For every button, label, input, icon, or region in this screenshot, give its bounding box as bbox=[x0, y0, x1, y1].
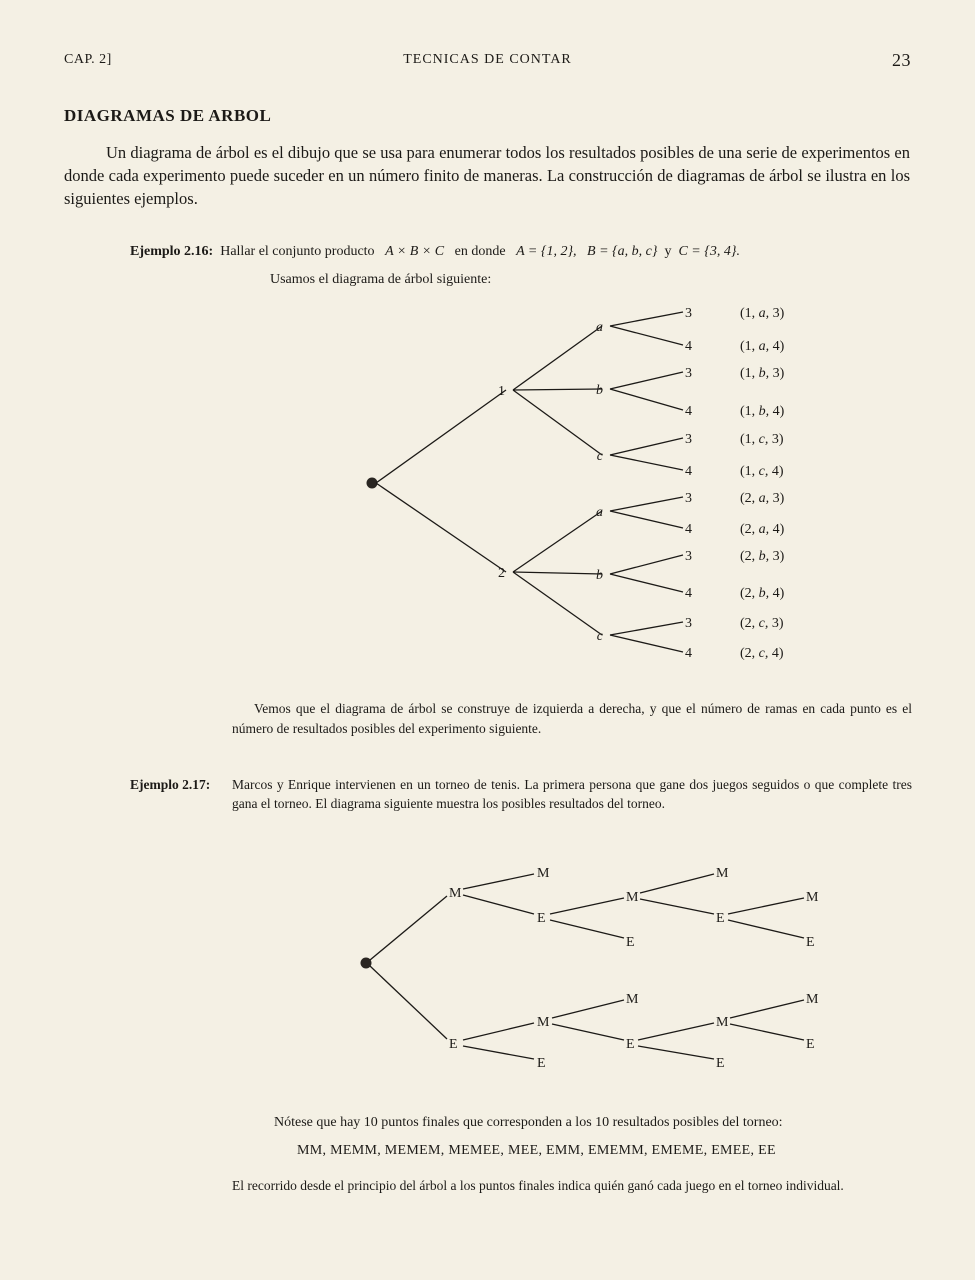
branch-level3 bbox=[610, 312, 683, 326]
example-2-17 bbox=[130, 775, 912, 813]
node-M: M bbox=[449, 886, 462, 901]
result-tuple: (1, c, 3) bbox=[740, 432, 784, 447]
leaf-E: E bbox=[716, 1056, 725, 1071]
branch bbox=[640, 899, 714, 914]
leaf-label-3: 3 bbox=[685, 432, 692, 447]
branch-level3 bbox=[610, 389, 683, 410]
leaf-label-4: 4 bbox=[685, 404, 692, 419]
result-tuple: (1, c, 4) bbox=[740, 464, 784, 479]
section-title: DIAGRAMAS DE ARBOL bbox=[64, 106, 272, 125]
leaf-label-3: 3 bbox=[685, 366, 692, 381]
leaf-E: E bbox=[626, 935, 635, 950]
leaf-M: M bbox=[537, 866, 550, 881]
set-c: C = {3, 4}. bbox=[678, 244, 740, 259]
tree-root-node bbox=[367, 478, 378, 489]
notice-text: Nótese que hay 10 puntos finales que corresponden a los 10 resultados posibles del torneo: bbox=[274, 1115, 783, 1130]
leaf-label-3: 3 bbox=[685, 491, 692, 506]
branch-root-to-2 bbox=[376, 483, 506, 572]
tree-diagram-tennis bbox=[361, 866, 820, 1071]
leaf-label-3: 3 bbox=[685, 616, 692, 631]
node-E: E bbox=[626, 1037, 635, 1052]
node-label-b: b bbox=[596, 568, 603, 583]
branch bbox=[730, 1024, 804, 1040]
branch-level2 bbox=[513, 572, 602, 635]
branch bbox=[638, 1023, 714, 1040]
node-M: M bbox=[537, 1015, 550, 1030]
branch bbox=[728, 898, 804, 914]
result-tuple: (2, c, 3) bbox=[740, 616, 784, 631]
branch bbox=[463, 874, 534, 889]
chapter-label: CAP. 2] bbox=[64, 52, 112, 67]
branch-root-E bbox=[370, 966, 447, 1039]
tree-diagram-product-set bbox=[367, 306, 785, 661]
branch bbox=[550, 920, 624, 938]
result-tuple: (1, a, 3) bbox=[740, 306, 785, 321]
branch-level3 bbox=[610, 622, 683, 635]
result-tuple: (2, c, 4) bbox=[740, 646, 784, 661]
leaf-M: M bbox=[626, 992, 639, 1007]
branch-level3 bbox=[610, 635, 683, 652]
branch-level3 bbox=[610, 372, 683, 389]
branch bbox=[730, 1000, 804, 1018]
branch bbox=[552, 1024, 624, 1040]
leaf-label-4: 4 bbox=[685, 339, 692, 354]
result-tuple: (2, a, 3) bbox=[740, 491, 785, 506]
leaf-label-3: 3 bbox=[685, 306, 692, 321]
set-b: B = {a, b, c} bbox=[587, 244, 658, 259]
example-2-17-label: Ejemplo 2.17: bbox=[130, 777, 211, 792]
leaf-E: E bbox=[537, 1056, 546, 1071]
node-M: M bbox=[716, 1015, 729, 1030]
branch bbox=[638, 1046, 714, 1059]
page-number: 23 bbox=[892, 50, 911, 70]
result-tuple: (2, a, 4) bbox=[740, 522, 785, 537]
branch bbox=[463, 1046, 534, 1059]
leaf-label-4: 4 bbox=[685, 586, 692, 601]
node-label-c: c bbox=[596, 449, 603, 464]
branch bbox=[728, 920, 804, 938]
example-2-16-subtext: Usamos el diagrama de árbol siguiente: bbox=[270, 272, 492, 287]
product-expression: A × B × C bbox=[385, 244, 445, 259]
leaf-label-4: 4 bbox=[685, 464, 692, 479]
branch-root-to-1 bbox=[376, 390, 506, 483]
set-a: A = {1, 2}, bbox=[516, 244, 577, 259]
node-label-a: a bbox=[596, 505, 603, 520]
result-tuple: (2, b, 4) bbox=[740, 586, 785, 601]
node-E: E bbox=[449, 1037, 458, 1052]
conjunction: y bbox=[664, 244, 672, 259]
branch bbox=[640, 874, 714, 893]
branch-level3 bbox=[610, 555, 683, 574]
statement-mid: en donde bbox=[454, 244, 506, 259]
branch bbox=[463, 895, 534, 914]
leaf-label-4: 4 bbox=[685, 646, 692, 661]
statement-pre: Hallar el conjunto producto bbox=[220, 244, 375, 259]
branch bbox=[463, 1023, 534, 1040]
leaf-E: E bbox=[806, 1037, 815, 1052]
running-title: TECNICAS DE CONTAR bbox=[403, 52, 572, 67]
branch-level3 bbox=[610, 497, 683, 511]
node-label-c: c bbox=[596, 629, 603, 644]
branch-level3 bbox=[610, 438, 683, 455]
leaf-M: M bbox=[806, 992, 819, 1007]
branch bbox=[550, 898, 624, 914]
node-E: E bbox=[537, 911, 546, 926]
leaf-label-4: 4 bbox=[685, 522, 692, 537]
node-label-b: b bbox=[596, 383, 603, 398]
leaf-M: M bbox=[806, 890, 819, 905]
intro-paragraph: Un diagrama de árbol es el dibujo que se usa para enumerar todos los resultados posibles de una serie de experimentos en donde cada experimento puede suceder en un número finito de maneras. La construcción de diagramas de árbol se ilustra en los siguientes ejemplos. bbox=[64, 143, 910, 208]
tennis-root-node bbox=[361, 958, 372, 969]
branch bbox=[552, 1000, 624, 1018]
branch-level2 bbox=[513, 390, 602, 455]
branch-level2 bbox=[513, 389, 602, 390]
branch-level2 bbox=[513, 572, 602, 574]
result-tuple: (1, b, 4) bbox=[740, 404, 785, 419]
node-E: E bbox=[716, 911, 725, 926]
leaf-label-3: 3 bbox=[685, 549, 692, 564]
leaf-E: E bbox=[806, 935, 815, 950]
result-tuple: (1, a, 4) bbox=[740, 339, 785, 354]
node-label-1: 1 bbox=[498, 384, 505, 399]
tree-explanation: Vemos que el diagrama de árbol se construye de izquierda a derecha, y que el número de ramas en cada punto es el número de resultados posibles del experimento siguiente. bbox=[232, 701, 912, 736]
node-label-a: a bbox=[596, 320, 603, 335]
branch-level2 bbox=[513, 326, 602, 390]
leaf-M: M bbox=[716, 866, 729, 881]
node-M: M bbox=[626, 890, 639, 905]
branch-level3 bbox=[610, 574, 683, 592]
branch-level2 bbox=[513, 511, 602, 572]
branch-level3 bbox=[610, 326, 683, 345]
result-tuple: (2, b, 3) bbox=[740, 549, 785, 564]
branch-level3 bbox=[610, 511, 683, 528]
closing-paragraph: El recorrido desde el principio del árbol a los puntos finales indica quién ganó cada juego en el torneo individual. bbox=[232, 1178, 844, 1193]
branch-level3 bbox=[610, 455, 683, 470]
branch-root-M bbox=[370, 896, 447, 960]
example-2-17-text: Marcos y Enrique intervienen en un torneo de tenis. La primera persona que gane dos juegos seguidos o que complete tres gana el torneo. El diagrama siguiente muestra los posibles resultados del torneo. bbox=[232, 777, 912, 811]
result-tuple: (1, b, 3) bbox=[740, 366, 785, 381]
outcome-sequence: MM, MEMM, MEMEM, MEMEE, MEE, EMM, EMEMM, EMEME, EMEE, EE bbox=[297, 1143, 776, 1158]
example-2-16-label: Ejemplo 2.16: bbox=[130, 244, 214, 259]
node-label-2: 2 bbox=[498, 566, 505, 581]
